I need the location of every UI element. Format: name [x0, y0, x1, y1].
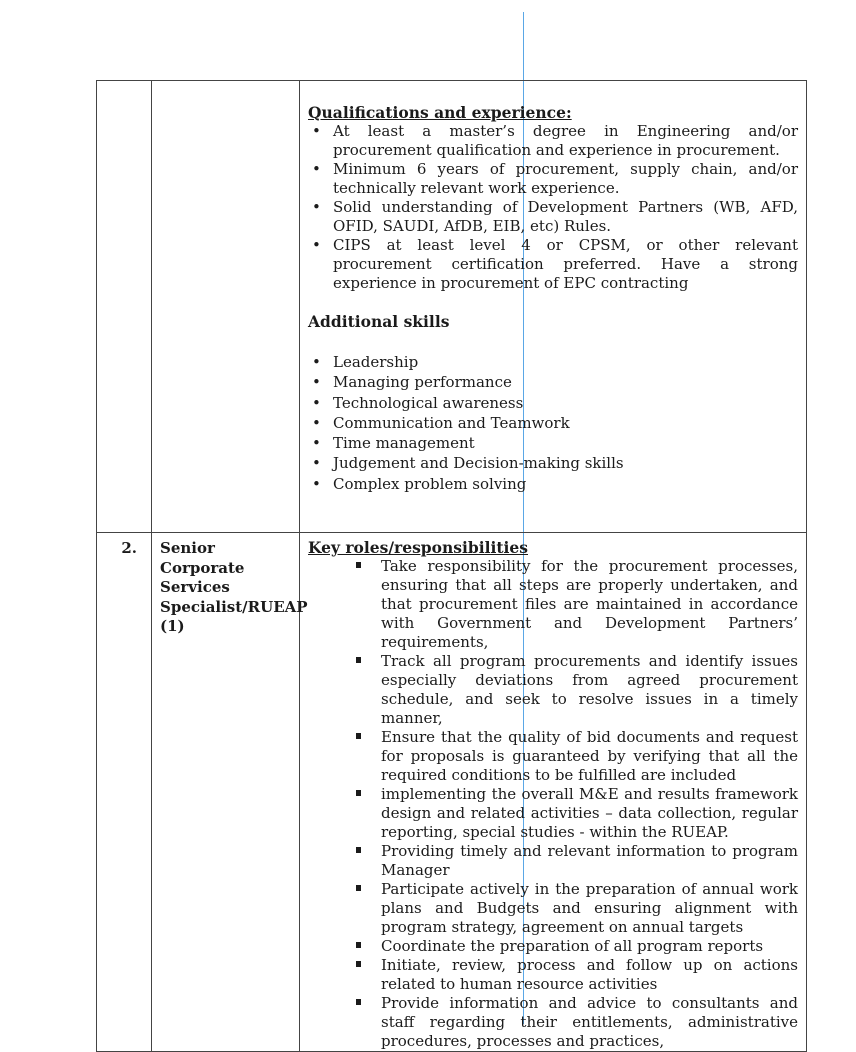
- responsibilities-list: [308, 557, 798, 1051]
- roles-heading: Key roles/responsibilities: [308, 538, 528, 557]
- list-item: • Managing performance: [312, 373, 512, 392]
- details-cell: [300, 533, 807, 1052]
- list-item: Provide information and advice to consultants and staff regarding their entitlements, administrative procedures, processes and practices,: [308, 994, 798, 1051]
- table-row: [97, 81, 807, 533]
- number-cell: [97, 81, 152, 533]
- job-description-table: [96, 80, 807, 1052]
- skills-heading: Additional skills: [308, 312, 450, 331]
- list-item: • Solid understanding of Development Partners (WB, AFD, OFID, SAUDI, AfDB, EIB, etc) Rules.: [312, 198, 798, 235]
- list-item: • Time management: [312, 434, 475, 453]
- list-item: • Communication and Teamwork: [312, 413, 570, 432]
- item-number: 2.: [121, 539, 137, 557]
- list-item: • Leadership: [312, 353, 419, 371]
- list-item: • At least a master’s degree in Engineering and/or procurement qualification and experience in procurement.: [312, 122, 798, 159]
- list-item: Take responsibility for the procurement processes, ensuring that all steps are properly undertaken, and that procurement files are maintained in accordance with Government and Development Partners’ requirements,: [308, 557, 798, 652]
- list-item: Initiate, review, process and follow up on actions related to human resource activities: [308, 956, 798, 994]
- list-item: • CIPS at least level 4 or CPSM, or other relevant procurement certification preferred. Have a strong experience in procurement of EPC contracting: [312, 236, 798, 292]
- list-item: • Minimum 6 years of procurement, supply chain, and/or technically relevant work experience.: [312, 160, 798, 197]
- position-cell: [152, 533, 308, 1052]
- list-item: Track all program procurements and identify issues especially deviations from agreed procurement schedule, and seek to resolve issues in a timely manner,: [308, 652, 798, 728]
- number-cell: [97, 533, 152, 1052]
- table-row: [97, 533, 807, 1052]
- position-cell: [152, 81, 300, 533]
- list-item: • Complex problem solving: [312, 474, 527, 493]
- list-item: Participate actively in the preparation of annual work plans and Budgets and ensuring alignment with program strategy, agreement on annual targets: [308, 880, 798, 937]
- list-item: • Technological awareness: [312, 393, 524, 412]
- list-item: Ensure that the quality of bid documents and request for proposals is guaranteed by verifying that all the required conditions to be fulfilled are included: [308, 728, 798, 785]
- position-title: Senior Corporate Services Specialist/RUEAP (1): [160, 539, 308, 635]
- list-item: • Judgement and Decision-making skills: [312, 454, 624, 473]
- list-item: Coordinate the preparation of all program reports: [308, 937, 798, 956]
- list-item: Providing timely and relevant information to program Manager: [308, 842, 798, 880]
- qualifications-heading: Qualifications and experience:: [308, 103, 572, 122]
- details-cell: [300, 81, 807, 533]
- qualifications-list: [308, 122, 798, 293]
- skills-list: [308, 352, 798, 494]
- list-item: implementing the overall M&E and results framework design and related activities – data collection, regular reporting, special studies - within the RUEAP.: [308, 785, 798, 842]
